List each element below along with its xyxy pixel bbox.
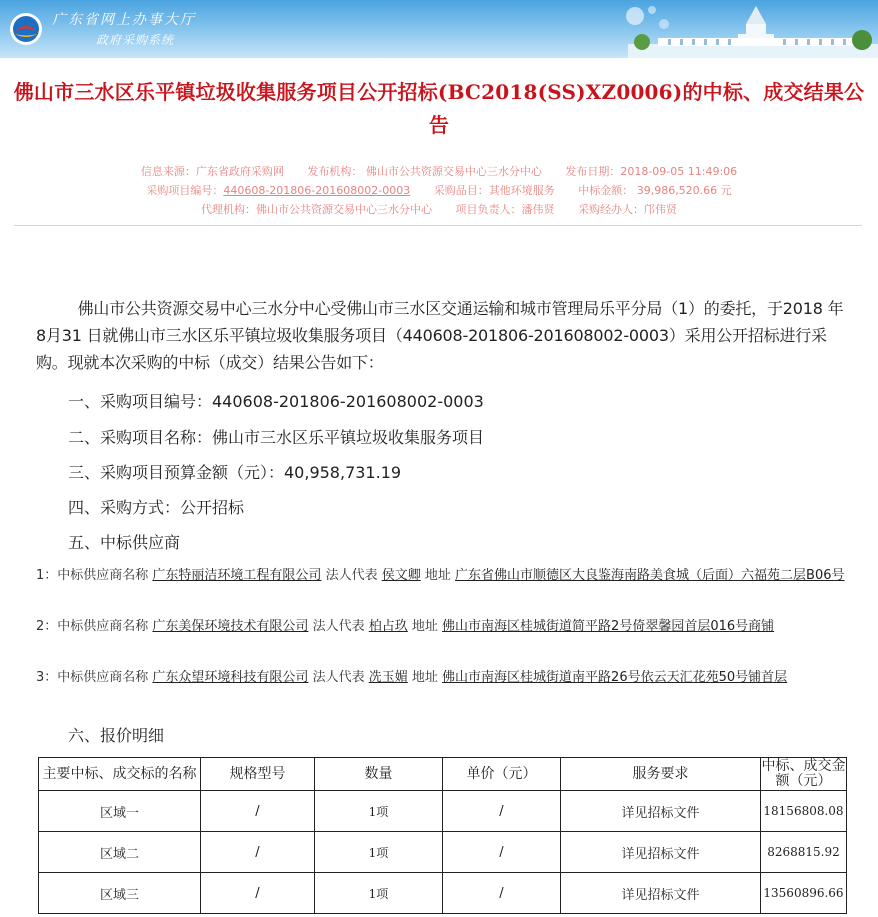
meta-row-1: [0, 163, 878, 179]
table-row: [39, 791, 847, 832]
cell-price: /: [443, 832, 561, 873]
cell-service: 详见招标文件: [561, 873, 761, 914]
quote-table: [38, 757, 847, 914]
col-header-item: 主要中标、成交标的名称: [39, 758, 201, 791]
supplier-rep-label: 法人代表: [312, 619, 365, 634]
supplier-rep: 柏占玖: [368, 619, 408, 634]
item-project-name: 二、采购项目名称：佛山市三水区乐平镇垃圾收集服务项目: [68, 428, 485, 447]
supplier-addr-label: 地址: [424, 568, 451, 583]
cell-amount: 8268815.92: [761, 832, 847, 873]
meta-category: 采购品目：其他环境服务: [433, 184, 555, 197]
site-logo-icon: [9, 12, 43, 46]
supplier-name: 广东美保环境技术有限公司: [152, 619, 309, 634]
cell-item: 区域三: [39, 873, 201, 914]
meta-project-no: [146, 184, 410, 197]
supplier-address: 广东省佛山市顺德区大良鉴海南路美食城（后面）六福苑二层B06号: [455, 568, 845, 583]
item-budget: 三、采购项目预算金额（元）：40,958,731.19: [68, 463, 402, 482]
cell-price: /: [443, 873, 561, 914]
supplier-rep: 冼玉媚: [368, 670, 408, 685]
cell-service: 详见招标文件: [561, 791, 761, 832]
cell-qty: 1项: [315, 873, 443, 914]
meta-handler: 采购经办人：邝伟贤: [578, 203, 677, 216]
table-row: [39, 832, 847, 873]
site-name: 广东省网上办事大厅: [52, 12, 196, 28]
site-subname: 政府采购系统: [96, 33, 175, 47]
cell-item: 区域一: [39, 791, 201, 832]
suppliers-heading: 五、中标供应商: [68, 533, 181, 552]
meta-publisher: 发布机构： 佛山市公共资源交易中心三水分中心: [307, 165, 542, 178]
intro-paragraph: 佛山市公共资源交易中心三水分中心受佛山市三水区交通运输和城市管理局乐平分局（1）的委托，于2018 年8月31 日就佛山市三水区乐平镇垃圾收集服务项目（440608-201806-201608002-0003）采用公开招标进行采购。现就本次采购的中标（成交）结果公告如下：: [36, 299, 844, 372]
meta-manager: 项目负责人：潘伟贤: [455, 203, 555, 216]
cell-qty: 1项: [315, 832, 443, 873]
quote-heading: 六、报价明细: [68, 726, 165, 745]
supplier-address: 佛山市南海区桂城街道南平路26号依云天汇花苑50号铺首层: [442, 670, 788, 685]
cell-spec: /: [201, 832, 315, 873]
supplier-name: 广东特丽洁环境工程有限公司: [152, 568, 322, 583]
col-header-amount: 中标、成交金额（元）: [761, 758, 846, 789]
supplier-address: 佛山市南海区桂城街道简平路2号倚翠馨园首层016号商铺: [442, 619, 775, 634]
meta-row-3: [0, 201, 878, 217]
supplier-rep-label: 法人代表: [325, 568, 378, 583]
cell-item: 区域二: [39, 832, 201, 873]
divider: [14, 225, 862, 226]
supplier-entry: [36, 567, 848, 585]
page-title: 佛山市三水区乐平镇垃圾收集服务项目公开招标(BC2018(SS)XZ0006)的中标、成交结果公告: [13, 80, 865, 137]
table-row: [39, 873, 847, 914]
cell-amount: 13560896.66: [761, 873, 847, 914]
supplier-prefix: 2：中标供应商名称: [36, 619, 149, 634]
supplier-entry: [36, 669, 848, 687]
col-header-service: 服务要求: [561, 758, 761, 791]
supplier-rep-label: 法人代表: [312, 670, 365, 685]
item-method: 四、采购方式：公开招标: [68, 498, 245, 517]
supplier-prefix: 3：中标供应商名称: [36, 670, 149, 685]
cell-amount: 18156808.08: [761, 791, 847, 832]
supplier-prefix: 1：中标供应商名称: [36, 568, 149, 583]
col-header-qty: 数量: [315, 758, 443, 791]
meta-source: 信息来源：广东省政府采购网: [140, 165, 284, 178]
supplier-addr-label: 地址: [411, 619, 438, 634]
meta-date: 发布日期：2018-09-05 11:49:06: [565, 165, 738, 178]
supplier-rep: 侯文卿: [381, 568, 421, 583]
site-header: [0, 0, 878, 58]
supplier-entry: [36, 618, 848, 636]
cell-qty: 1项: [315, 791, 443, 832]
meta-project-no-link[interactable]: 440608-201806-201608002-0003: [223, 184, 411, 197]
cell-service: 详见招标文件: [561, 832, 761, 873]
col-header-price: 单价（元）: [443, 758, 561, 791]
cell-spec: /: [201, 791, 315, 832]
meta-project-no-label: 采购项目编号：: [146, 184, 224, 197]
building-icon: [628, 0, 878, 58]
col-header-spec: 规格型号: [201, 758, 315, 791]
item-project-no: 一、采购项目编号：440608-201806-201608002-0003: [68, 392, 484, 411]
supplier-name: 广东众望环境科技有限公司: [152, 670, 309, 685]
supplier-addr-label: 地址: [411, 670, 438, 685]
meta-row-2: [0, 182, 878, 198]
cell-price: /: [443, 791, 561, 832]
cell-spec: /: [201, 873, 315, 914]
meta-amount: 中标金额： 39,986,520.66 元: [578, 184, 732, 197]
table-header-row: [39, 758, 847, 791]
meta-agency: 代理机构：佛山市公共资源交易中心三水分中心: [201, 203, 432, 216]
